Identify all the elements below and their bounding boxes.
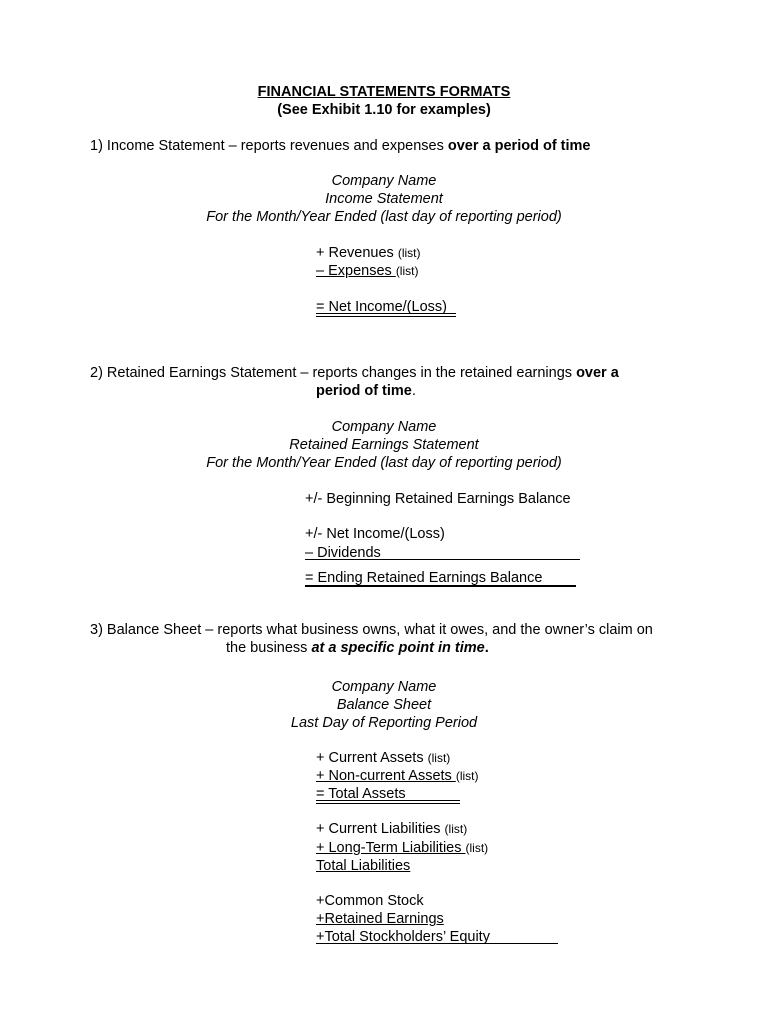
income-heading <box>90 137 591 155</box>
noncurrent-assets-line <box>316 767 479 785</box>
balance-statement-title: Balance Sheet <box>336 697 432 713</box>
income-company: Company Name <box>331 173 437 189</box>
current-liabilities-label: + Current Liabilities <box>316 821 445 837</box>
current-liabilities-note: (list) <box>444 822 468 836</box>
retained-period: For the Month/Year Ended (last day of reporting period) <box>206 455 562 471</box>
retained-net-income-line: +/- Net Income/(Loss) <box>305 526 445 542</box>
revenues-note: (list) <box>397 246 421 260</box>
total-assets-line: = Total Assets <box>316 786 406 802</box>
current-assets-note: (list) <box>427 751 451 765</box>
retained-heading-line2 <box>316 382 416 400</box>
ending-balance-line: = Ending Retained Earnings Balance <box>305 570 543 586</box>
retained-heading-text: 2) Retained Earnings Statement – reports changes in the retained earnings <box>90 365 577 381</box>
dividends-rule <box>305 559 580 560</box>
current-liabilities-line <box>316 820 467 838</box>
balance-heading-line2-text: the business <box>226 640 312 656</box>
retained-heading <box>90 364 619 382</box>
balance-heading-emphasis: at a specific point in time <box>311 640 485 656</box>
retained-earnings-line: +Retained Earnings <box>316 911 444 927</box>
beginning-balance-line: +/- Beginning Retained Earnings Balance <box>305 491 571 507</box>
income-expenses-line <box>316 262 418 280</box>
net-income-double-rule <box>316 313 456 317</box>
retained-heading-end: . <box>411 383 416 399</box>
longterm-liabilities-label: + Long-Term Liabilities <box>316 840 466 856</box>
dividends-line: – Dividends <box>305 545 381 561</box>
balance-heading-end: . <box>484 640 489 656</box>
income-period: For the Month/Year Ended (last day of reporting period) <box>206 209 562 225</box>
income-statement-title: Income Statement <box>325 191 443 207</box>
noncurrent-assets-note: (list) <box>455 769 479 783</box>
page-title: FINANCIAL STATEMENTS FORMATS <box>257 84 511 100</box>
balance-company: Company Name <box>331 679 437 695</box>
expenses-label: – Expenses <box>316 263 396 279</box>
ending-balance-rule <box>305 585 576 587</box>
longterm-liabilities-line <box>316 839 488 857</box>
total-equity-line: +Total Stockholders’ Equity <box>316 929 490 945</box>
income-heading-text: 1) Income Statement – reports revenues and expenses <box>90 138 448 154</box>
noncurrent-assets-label: + Non-current Assets <box>316 768 456 784</box>
balance-period: Last Day of Reporting Period <box>290 715 478 731</box>
income-revenues-line <box>316 244 421 262</box>
retained-company: Company Name <box>331 419 437 435</box>
net-income-label: Net Income/(Loss) <box>328 299 447 315</box>
common-stock-line: +Common Stock <box>316 893 424 909</box>
retained-heading-emphasis-1: over a <box>576 365 619 381</box>
current-assets-line <box>316 749 450 767</box>
expenses-note: (list) <box>395 264 419 278</box>
income-heading-emphasis: over a period of time <box>447 138 591 154</box>
total-equity-rule <box>316 943 558 944</box>
revenues-label: + Revenues <box>316 245 398 261</box>
total-assets-double-rule <box>316 800 460 804</box>
retained-heading-emphasis-2: period of time <box>316 383 412 399</box>
current-assets-label: + Current Assets <box>316 750 428 766</box>
balance-heading-line2 <box>226 639 489 657</box>
retained-statement-title: Retained Earnings Statement <box>289 437 479 453</box>
balance-heading: 3) Balance Sheet – reports what business owns, what it owes, and the owner’s claim on <box>90 622 653 638</box>
total-liabilities-line: Total Liabilities <box>316 858 411 874</box>
net-income-equals: = <box>316 299 329 315</box>
longterm-liabilities-note: (list) <box>465 841 489 855</box>
page-subtitle: (See Exhibit 1.10 for examples) <box>277 102 491 118</box>
